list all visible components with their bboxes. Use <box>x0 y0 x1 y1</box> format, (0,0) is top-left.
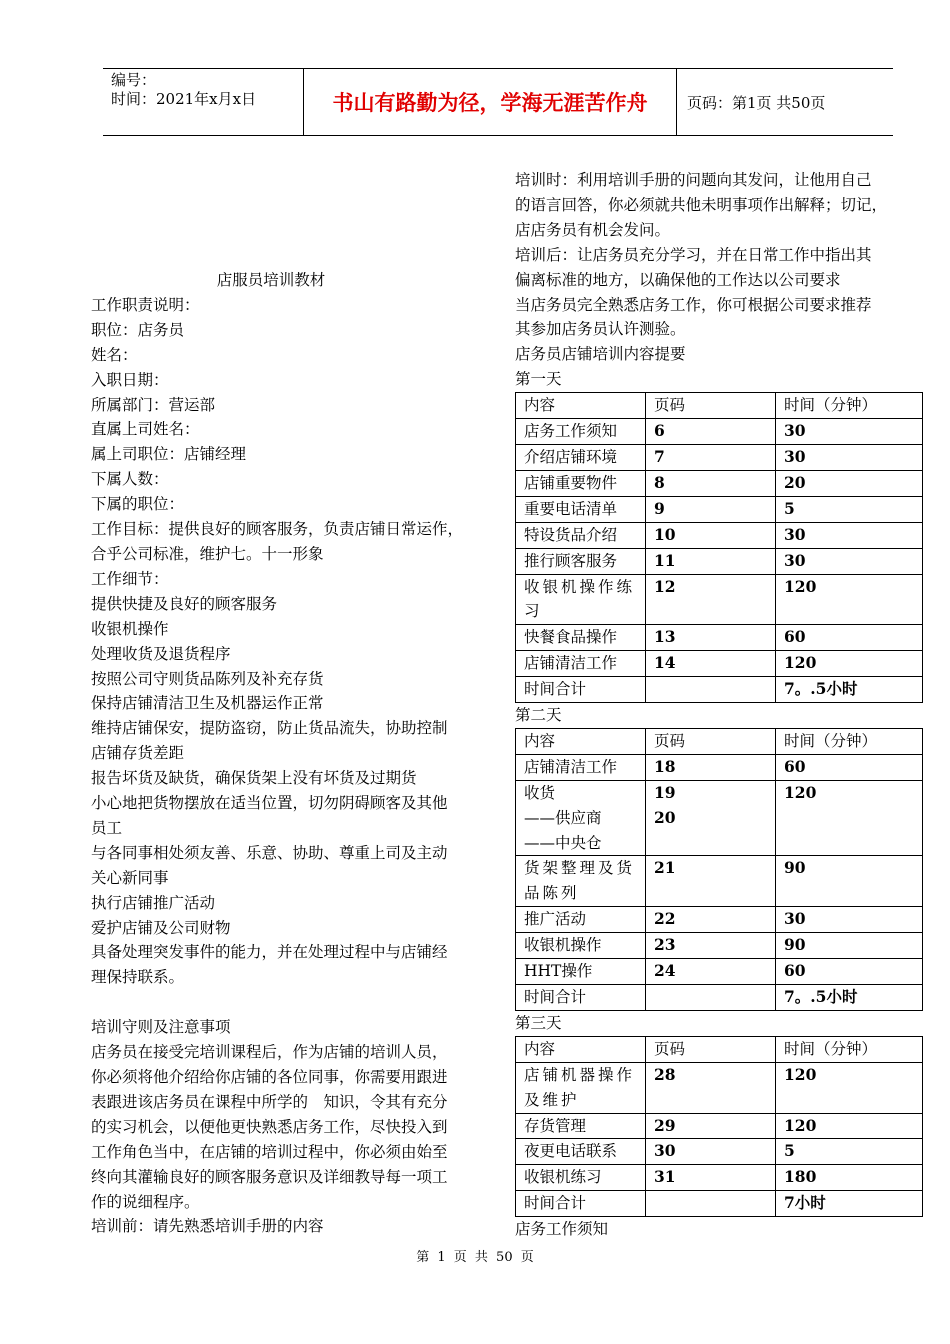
table-cell: 5 <box>776 1139 923 1165</box>
text-line: 培训后：让店务员充分学习，并在日常工作中指出其 <box>515 245 872 264</box>
header-page-info: 页码：第1页 共50页 <box>687 93 826 112</box>
page-footer: 第 1 页 共 50 页 <box>416 1250 534 1265</box>
day1-table <box>515 392 923 703</box>
text-line: 与各同事相处须友善、乐意、协助、尊重上司及主动 <box>91 843 448 862</box>
column-header: 内容 <box>516 728 646 754</box>
table-cell: 推行顾客服务 <box>516 548 646 574</box>
text-line: 店务员店铺培训内容提要 <box>515 345 686 364</box>
table-cell: 6 <box>646 419 776 445</box>
right-column <box>515 168 925 1242</box>
text-line: 表跟进该店务员在课程中所学的 知识，令其有充分 <box>91 1092 448 1111</box>
table-cell: HHT操作 <box>516 959 646 985</box>
text-line: 工作目标：提供良好的顾客服务，负责店铺日常运作， <box>91 520 464 539</box>
table-row <box>516 548 923 574</box>
table-row <box>516 1139 923 1165</box>
table-cell: 时间合计 <box>516 1191 646 1217</box>
text-line: 爱护店铺及公司财物 <box>91 918 231 937</box>
table-row <box>516 677 923 703</box>
text-line: 姓名： <box>91 345 138 364</box>
table-cell: 收货 ——供应商 ——中央仓 <box>516 780 646 856</box>
day3-table <box>515 1036 923 1217</box>
table-row <box>516 496 923 522</box>
column-header: 页码 <box>646 1036 776 1062</box>
table-cell: 重要电话清单 <box>516 496 646 522</box>
table-cell: 23 <box>646 933 776 959</box>
table-cell: 90 <box>776 933 923 959</box>
table-header-row <box>516 728 923 754</box>
job-description <box>91 293 491 990</box>
table-header-row <box>516 1036 923 1062</box>
text-line: 报告坏货及缺货，确保货架上没有坏货及过期货 <box>91 769 417 788</box>
text-line: 属上司职位：店铺经理 <box>91 445 247 464</box>
column-header: 内容 <box>516 393 646 419</box>
text-line: 你必须将他介绍给你店铺的各位同事，你需要用跟进 <box>91 1067 448 1086</box>
table-cell: 店铺重要物件 <box>516 470 646 496</box>
text-line: 职位：店务员 <box>91 320 185 339</box>
table-row <box>516 856 923 907</box>
table-row <box>516 444 923 470</box>
text-line: 提供快捷及良好的顾客服务 <box>91 594 278 613</box>
column-header: 页码 <box>646 728 776 754</box>
table-row <box>516 1191 923 1217</box>
column-header: 时间（分钟） <box>776 728 923 754</box>
table-cell: 店铺清洁工作 <box>516 651 646 677</box>
text-line: 小心地把货物摆放在适当位置，切勿阴碍顾客及其他 <box>91 794 448 813</box>
table-row <box>516 985 923 1011</box>
text-line: 理保持联系。 <box>91 968 185 987</box>
table-cell: 10 <box>646 522 776 548</box>
table-cell: 12 <box>646 574 776 625</box>
table-cell: 90 <box>776 856 923 907</box>
table-cell: 18 <box>646 754 776 780</box>
table-row <box>516 419 923 445</box>
table-row <box>516 470 923 496</box>
table-cell: 9 <box>646 496 776 522</box>
text-line: 维持店铺保安，提防盗窃，防止货品流失，协助控制 <box>91 719 448 738</box>
table-cell: 120 <box>776 574 923 625</box>
text-line: 关心新同事 <box>91 868 169 887</box>
table-cell: 7 <box>646 444 776 470</box>
table-cell: 店铺清洁工作 <box>516 754 646 780</box>
text-line: 培训前：请先熟悉培训手册的内容 <box>91 1217 324 1236</box>
table-cell: 120 <box>776 1113 923 1139</box>
text-line: 偏离标准的地方，以确保他的工作达以公司要求 <box>515 270 841 289</box>
column-header: 页码 <box>646 393 776 419</box>
text-line: 具备处理突发事件的能力，并在处理过程中与店铺经 <box>91 943 448 962</box>
column-header: 时间（分钟） <box>776 393 923 419</box>
table-cell: 7小时 <box>776 1191 923 1217</box>
table-cell: 时间合计 <box>516 985 646 1011</box>
closing-heading: 店务工作须知 <box>515 1220 609 1239</box>
table-cell: 20 <box>776 470 923 496</box>
number-label: 编号： <box>111 71 157 89</box>
table-cell: 8 <box>646 470 776 496</box>
table-row <box>516 522 923 548</box>
day3-label: 第三天 <box>515 1013 562 1032</box>
document-title: 店服员培训教材 <box>216 271 326 289</box>
table-cell: 13 <box>646 625 776 651</box>
table-cell: 30 <box>776 907 923 933</box>
table-cell: 28 <box>646 1062 776 1113</box>
text-line: 店铺存货差距 <box>91 744 185 763</box>
column-header: 内容 <box>516 1036 646 1062</box>
table-cell: 货架整理及货品陈列 <box>516 856 646 907</box>
text-line: 终向其灌输良好的顾客服务意识及详细教导每一项工 <box>91 1167 448 1186</box>
table-cell: 店铺机器操作及维护 <box>516 1062 646 1113</box>
table-cell: 收银机练习 <box>516 1165 646 1191</box>
table-cell <box>646 1191 776 1217</box>
table-cell: 29 <box>646 1113 776 1139</box>
time-label: 时间：2021年x月x日 <box>111 90 257 108</box>
table-cell: 30 <box>776 522 923 548</box>
table-cell <box>646 985 776 1011</box>
text-line: 收银机操作 <box>91 619 169 638</box>
table-cell: 30 <box>776 419 923 445</box>
text-line: 店务员在接受完培训课程后，作为店铺的培训人员， <box>91 1043 448 1062</box>
text-line: 下属人数： <box>91 470 169 489</box>
text-line: 直属上司姓名： <box>91 420 200 439</box>
text-line: 入职日期： <box>91 370 169 389</box>
table-cell: 14 <box>646 651 776 677</box>
text-line: 工作细节： <box>91 569 169 588</box>
table-cell <box>646 677 776 703</box>
text-line: 下属的职位： <box>91 495 185 514</box>
day2-label: 第二天 <box>515 706 562 725</box>
table-cell: 22 <box>646 907 776 933</box>
table-row <box>516 780 923 856</box>
table-cell: 收银机操作 <box>516 933 646 959</box>
header-meta <box>103 69 303 135</box>
table-row <box>516 1062 923 1113</box>
table-row <box>516 1165 923 1191</box>
table-row <box>516 651 923 677</box>
text-line: 当店务员完全熟悉店务工作，你可根据公司要求推荐 <box>515 295 872 314</box>
table-cell: 120 <box>776 780 923 856</box>
table-cell: 60 <box>776 754 923 780</box>
page-header <box>103 68 893 136</box>
table-cell: 30 <box>646 1139 776 1165</box>
table-cell: 30 <box>776 548 923 574</box>
table-cell: 31 <box>646 1165 776 1191</box>
table-row <box>516 1113 923 1139</box>
training-rules <box>91 1015 491 1239</box>
table-cell: 店务工作须知 <box>516 419 646 445</box>
table-row <box>516 959 923 985</box>
table-header-row <box>516 393 923 419</box>
table-cell: 7。.5小时 <box>776 677 923 703</box>
text-line: 合乎公司标准，维护七。十一形象 <box>91 544 324 563</box>
table-cell: 存货管理 <box>516 1113 646 1139</box>
left-column <box>91 268 491 1239</box>
table-cell: 19 20 <box>646 780 776 856</box>
text-line: 店店务员有机会发问。 <box>515 220 671 239</box>
table-cell: 特设货品介绍 <box>516 522 646 548</box>
day2-table <box>515 728 923 1011</box>
text-line: 执行店铺推广活动 <box>91 893 216 912</box>
table-cell: 120 <box>776 651 923 677</box>
table-row <box>516 754 923 780</box>
column-header: 时间（分钟） <box>776 1036 923 1062</box>
table-cell: 快餐食品操作 <box>516 625 646 651</box>
table-cell: 24 <box>646 959 776 985</box>
day1-label: 第一天 <box>515 370 562 389</box>
text-line: 其参加店务员认许测验。 <box>515 320 686 339</box>
table-cell: 夜更电话联系 <box>516 1139 646 1165</box>
text-line: 培训时：利用培训手册的问题向其发问，让他用自己 <box>515 171 872 189</box>
text-line: 保持店铺清洁卫生及机器运作正常 <box>91 694 324 713</box>
table-cell: 30 <box>776 444 923 470</box>
table-cell: 60 <box>776 625 923 651</box>
table-cell: 收银机操作练习 <box>516 574 646 625</box>
text-line: 作的说细程序。 <box>91 1192 200 1211</box>
table-row <box>516 574 923 625</box>
training-intro <box>515 168 925 367</box>
table-row <box>516 625 923 651</box>
table-row <box>516 907 923 933</box>
text-line: 处理收货及退货程序 <box>91 644 231 663</box>
text-line: 的语言回答，你必须就共他未明事项作出解释；切记， <box>515 195 888 214</box>
text-line: 培训守则及注意事项 <box>91 1018 231 1037</box>
table-row <box>516 933 923 959</box>
table-cell: 21 <box>646 856 776 907</box>
table-cell: 时间合计 <box>516 677 646 703</box>
header-motto: 书山有路勤为径，学海无涯苦作舟 <box>303 69 677 135</box>
table-cell: 7。.5小时 <box>776 985 923 1011</box>
table-cell: 5 <box>776 496 923 522</box>
text-line: 员工 <box>91 818 123 837</box>
table-cell: 180 <box>776 1165 923 1191</box>
text-line: 按照公司守则货品陈列及补充存货 <box>91 669 324 688</box>
table-cell: 11 <box>646 548 776 574</box>
text-line: 的实习机会，以便他更快熟悉店务工作，尽快投入到 <box>91 1117 448 1136</box>
table-cell: 推广活动 <box>516 907 646 933</box>
table-cell: 120 <box>776 1062 923 1113</box>
table-cell: 介绍店铺环境 <box>516 444 646 470</box>
text-line: 工作职责说明： <box>91 295 200 314</box>
text-line: 工作角色当中，在店铺的培训过程中，你必须由始至 <box>91 1142 448 1161</box>
table-cell: 60 <box>776 959 923 985</box>
text-line: 所属部门：营运部 <box>91 395 216 414</box>
